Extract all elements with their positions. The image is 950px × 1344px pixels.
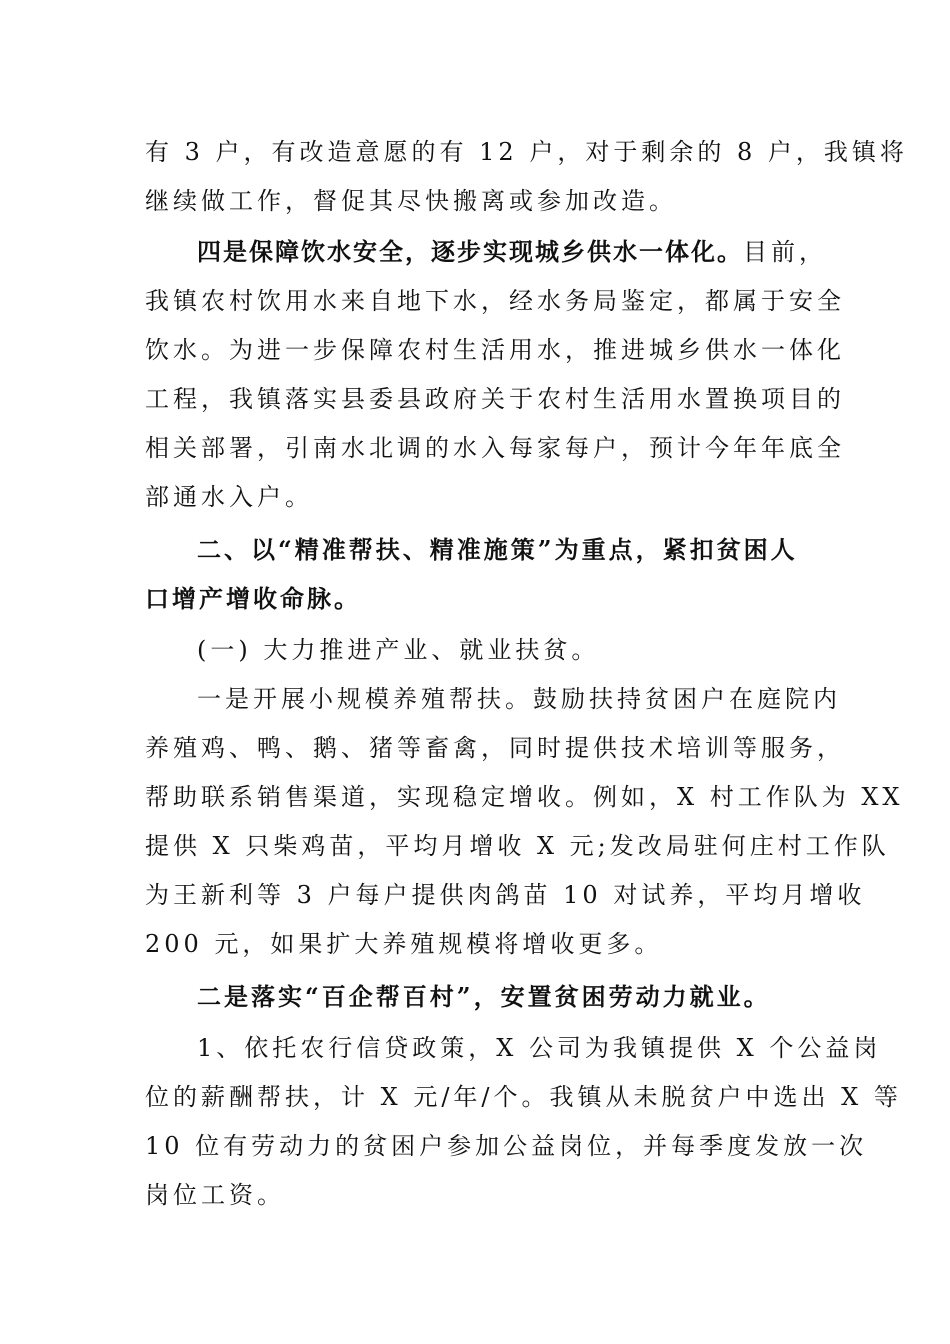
body-line: 岗位工资。 xyxy=(145,1181,285,1209)
subsection-heading: (一) 大力推进产业、就业扶贫。 xyxy=(197,636,600,664)
body-line: 饮水。为进一步保障农村生活用水，推进城乡供水一体化 xyxy=(145,336,845,364)
body-line: 提供 X 只柴鸡苗，平均月增收 X 元;发改局驻何庄村工作队 xyxy=(145,832,890,860)
paragraph-heading-two: 二是落实“百企帮百村”，安置贫困劳动力就业。 xyxy=(197,982,771,1011)
body-line: 继续做工作，督促其尽快搬离或参加改造。 xyxy=(145,187,677,215)
section-heading: 二、以“精准帮扶、精准施策”为重点，紧扣贫困人 xyxy=(197,535,798,564)
section-heading-cont: 口增产增收命脉。 xyxy=(145,584,361,613)
body-line: 有 3 户，有改造意愿的有 12 户，对于剩余的 8 户，我镇将 xyxy=(145,138,908,166)
bold-lead: 四是保障饮水安全，逐步实现城乡供水一体化。 xyxy=(197,237,743,266)
body-line: 帮助联系销售渠道，实现稳定增收。例如，X 村工作队为 XX xyxy=(145,783,904,811)
body-line: 200 元，如果扩大养殖规模将增收更多。 xyxy=(145,930,663,958)
body-line: 部通水入户。 xyxy=(145,483,313,511)
body-text: 目前， xyxy=(743,238,827,266)
body-line: 工程，我镇落实县委县政府关于农村生活用水置换项目的 xyxy=(145,385,845,413)
body-line: 一是开展小规模养殖帮扶。鼓励扶持贫困户在庭院内 xyxy=(197,685,841,713)
body-line: 我镇农村饮用水来自地下水，经水务局鉴定，都属于安全 xyxy=(145,287,845,315)
paragraph-heading-four xyxy=(197,232,825,272)
body-line: 位的薪酬帮扶，计 X 元/年/个。我镇从未脱贫户中选出 X 等 xyxy=(145,1083,902,1111)
body-line: 相关部署，引南水北调的水入每家每户，预计今年年底全 xyxy=(145,434,845,462)
body-line: 10 位有劳动力的贫困户参加公益岗位，并每季度发放一次 xyxy=(145,1132,868,1160)
body-line: 1、依托农行信贷政策，X 公司为我镇提供 X 个公益岗 xyxy=(197,1034,882,1062)
body-line: 养殖鸡、鸭、鹅、猪等畜禽，同时提供技术培训等服务， xyxy=(145,734,845,762)
body-line: 为王新利等 3 户每户提供肉鸽苗 10 对试养，平均月增收 xyxy=(145,881,866,909)
